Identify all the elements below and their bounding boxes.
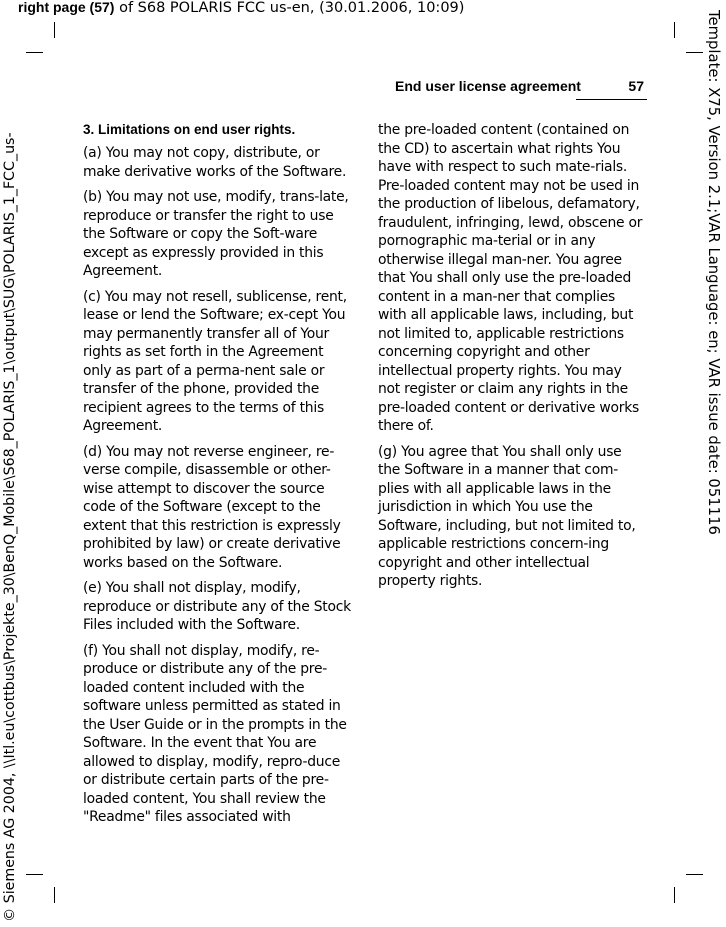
crop-mark-top-left-v bbox=[54, 22, 55, 38]
paragraph-g: (g) You agree that You shall only use the Software in a manner that com-plies with all applicable laws in the jurisdiction in which You use the Software, including, but not limited to, applicable restrictions concern-ing copyright and other intellectual property rights. bbox=[378, 443, 636, 589]
crop-mark-bottom-left-h bbox=[26, 874, 43, 875]
template-info-vertical bbox=[698, 0, 726, 927]
print-job-info bbox=[18, 0, 464, 16]
page-number: 57 bbox=[628, 78, 644, 94]
crop-mark-top-left-h bbox=[26, 52, 43, 53]
header-rule bbox=[576, 99, 647, 100]
page-header bbox=[395, 78, 647, 102]
paragraph-b: (b) You may not use, modify, trans-late, reproduce or transfer the right to use the Software or copy the Soft-ware except as expressly provided in this Agreement. bbox=[83, 189, 349, 279]
template-info-text: Template: X75, Version 2.1;VAR Language: en; VAR issue date: 051116 bbox=[705, 10, 722, 535]
paragraph-c: (c) You may not resell, sublicense, rent, lease or lend the Software; ex-cept You may permanently transfer all of Your rights as set forth in the Agreement only as part of a perma-nent sale or transfer of the phone, provided the recipient agrees to the terms of this Agreement. bbox=[83, 288, 347, 434]
paragraph-a: (a) You may not copy, distribute, or make derivative works of the Software. bbox=[83, 145, 347, 180]
right-column bbox=[378, 121, 646, 598]
print-job-page-label: right page (57) bbox=[18, 0, 115, 15]
section-title: End user license agreement bbox=[395, 78, 581, 94]
left-column bbox=[83, 121, 351, 834]
copyright-path-text: © Siemens AG 2004, \\Itl.eu\cottbus\Projekte_30\BenQ_Mobile\S68_POLARIS_1\output\SUG\POLARIS_1_FCC_us- bbox=[2, 132, 18, 922]
copyright-path-vertical bbox=[0, 0, 24, 927]
paragraph-d: (d) You may not reverse engineer, re-verse compile, disassemble or other-wise attempt to discover the source code of the Software (except to the extent that this restriction is expressly prohibited by law) or create derivative works based on the Software. bbox=[83, 443, 341, 571]
crop-mark-bottom-left-v bbox=[54, 887, 55, 903]
crop-mark-top-right-v bbox=[674, 22, 675, 38]
crop-mark-bottom-right-v bbox=[674, 887, 675, 903]
paragraph-f-continued: the pre-loaded content (contained on the CD) to ascertain what rights You have with respect to such mate-rials. Pre-loaded content may not be used in the production of libelous, defamatory, fraudulent, infringing, lewd, obscene or pornographic ma-terial or in any otherwise illegal man-ner. You agree that You shall only use the pre-loaded content in a man-ner that complies with all applicable laws, including, but not limited to, applicable restrictions concerning copyright and other intellectual property rights. You may not register or claim any rights in the pre-loaded content or derivative works there of. bbox=[378, 122, 643, 434]
paragraph-f: (f) You shall not display, modify, re-produce or distribute any of the pre-loaded content included with the software unless permitted as stated in the User Guide or in the prompts in the Software. In the event that You are allowed to display, modify, repro-duce or distribute certain parts of the pre-loaded content, You shall review the "Readme" files associated with bbox=[83, 642, 347, 825]
paragraph-e: (e) You shall not display, modify, reproduce or distribute any of the Stock Files included with the Software. bbox=[83, 580, 351, 633]
print-job-details: of S68 POLARIS FCC us-en, (30.01.2006, 10:09) bbox=[114, 0, 465, 16]
section-heading: 3. Limitations on end user rights. bbox=[83, 122, 296, 137]
